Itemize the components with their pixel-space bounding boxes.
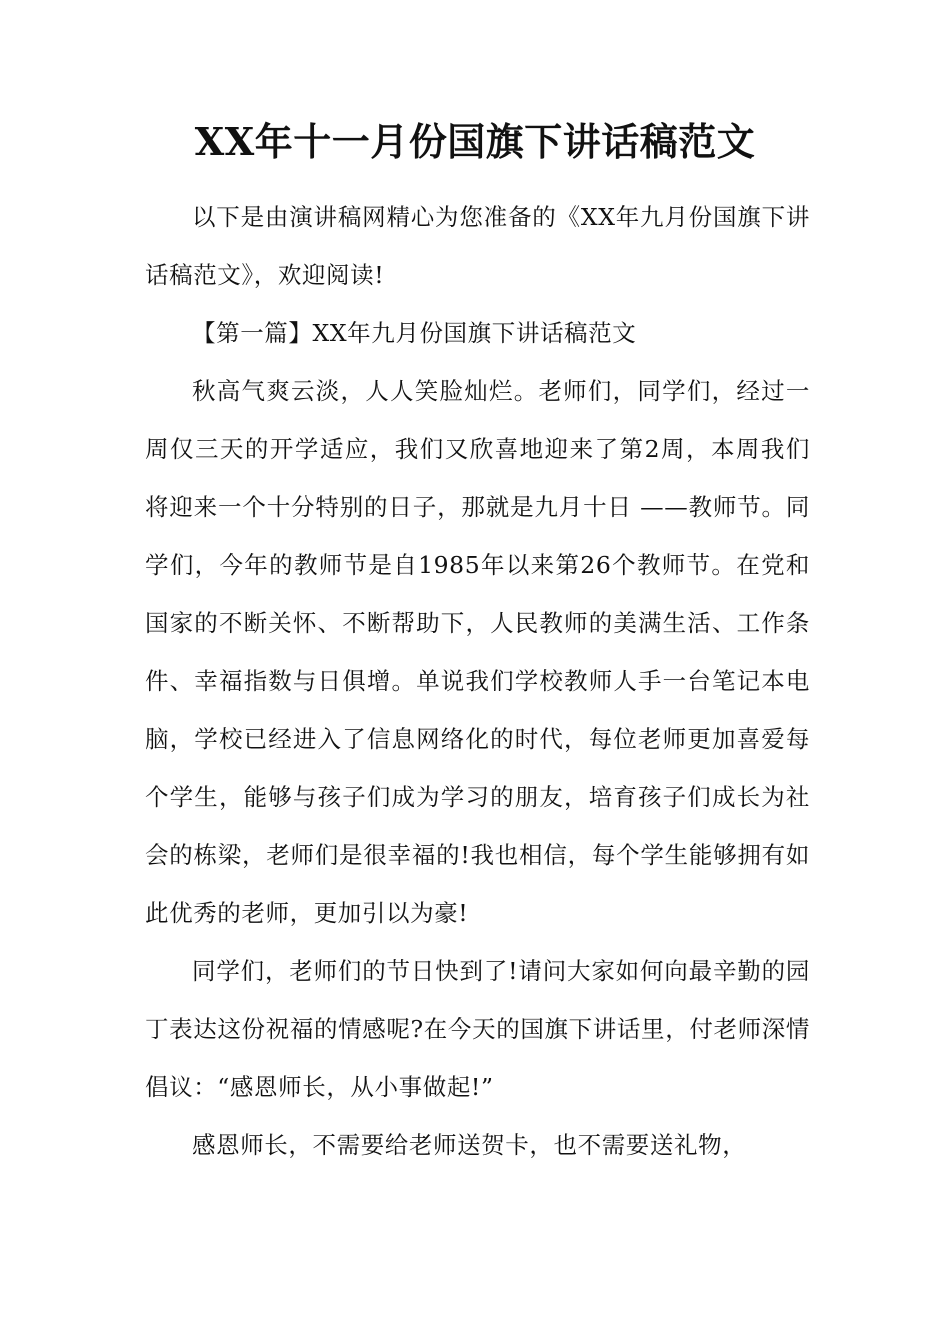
page-title: XX年十一月份国旗下讲话稿范文 xyxy=(194,119,756,164)
paragraph-gratitude: 感恩师长，不需要给老师送贺卡，也不需要送礼物， xyxy=(192,1131,747,1159)
paragraph-section-heading: 【第一篇】XX年九月份国旗下讲话稿范文 xyxy=(192,319,637,347)
paragraph-intro: 以下是由演讲稿网精心为您准备的《XX年九月份国旗下讲话稿范文》，欢迎阅读! xyxy=(145,203,810,289)
paragraph-teachers-day: 秋高气爽云淡，人人笑脸灿烂。老师们，同学们，经过一周仅三天的开学适应，我们又欣喜地迎来了第2周，本周我们将迎来一个十分特别的日子，那就是九月十日 ——教师节。同学们，今年的教师节是自1985年以来第26个教师节。在党和国家的不断关怀、不断帮助下，人民教师的美满生活、工作条件、幸福指数与日俱增。单说我们学校教师人手一台笔记本电脑，学校已经进入了信息网络化的时代，每位老师更加喜爱每个学生，能够与孩子们成为学习的朋友，培育孩子们成长为社会的栋梁，老师们是很幸福的!我也相信，每个学生能够拥有如此优秀的老师，更加引以为豪! xyxy=(145,377,810,927)
paragraph-proposal: 同学们，老师们的节日快到了!请问大家如何向最辛勤的园丁表达这份祝福的情感呢?在今天的国旗下讲话里，付老师深情倡议：“感恩师长，从小事做起!” xyxy=(145,957,810,1101)
document-body xyxy=(145,188,810,1174)
